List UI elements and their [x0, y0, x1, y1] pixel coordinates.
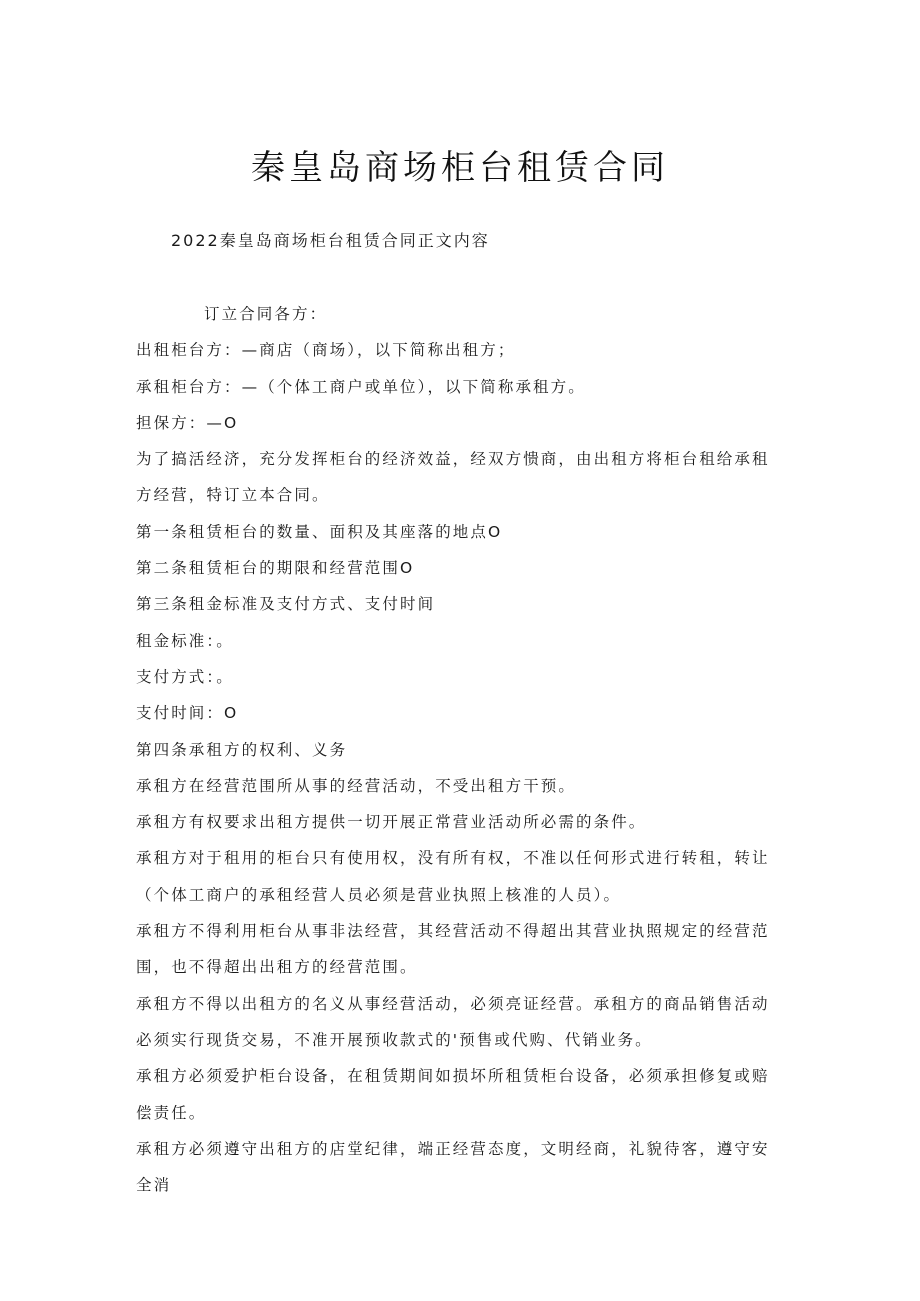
paragraph: 出租柜台方：—商店（商场），以下简称出租方； — [136, 341, 516, 360]
paragraph: 为了搞活经济，充分发挥柜台的经济效益，经双方愦商，由出租方将柜台租给承租方经营，特订立本合同。 — [136, 450, 770, 505]
document-body — [136, 296, 786, 1203]
document-subtitle: 2022秦皇岛商场柜台租赁合同正文内容 — [171, 231, 490, 250]
paragraph: 支付时间：O — [136, 704, 239, 723]
paragraph: 承租柜台方：—（个体工商户或单位），以下简称承租方。 — [136, 377, 586, 396]
paragraph: 第二条租赁柜台的期限和经营范围O — [136, 559, 415, 578]
paragraph: 支付方式：。 — [136, 667, 234, 686]
paragraph: 承租方有权要求出租方提供一切开展正常营业活动所必需的条件。 — [136, 813, 647, 832]
paragraph: 第一条租赁柜台的数量、面积及其座落的地点O — [136, 522, 503, 541]
paragraph: 订立合同各方： — [204, 305, 328, 323]
paragraph: 第四条承租方的权利、义务 — [136, 740, 348, 759]
paragraph: 承租方对于租用的柜台只有使用权，没有所有权，不准以任何形式进行转租，转让（个体工商户的承租经营人员必须是营业执照上核准的人员）。 — [136, 849, 770, 904]
paragraph: 承租方必须爱护柜台设备，在租赁期间如损坏所租赁柜台设备，必须承担修复或赔偿责任。 — [136, 1067, 770, 1122]
paragraph: 承租方不得以出租方的名义从事经营活动，必须亮证经营。承租方的商品销售活动必须实行现货交易，不准开展预收款式的'预售或代购、代销业务。 — [136, 994, 770, 1049]
document-title: 秦皇岛商场柜台租赁合同 — [251, 148, 669, 188]
paragraph: 承租方必须遵守出租方的店堂纪律，端正经营态度，文明经商，礼貌待客，遵守安全消 — [136, 1139, 770, 1195]
paragraph: 第三条租金标准及支付方式、支付时间 — [136, 595, 436, 614]
paragraph: 承租方在经营范围所从事的经营活动，不受出租方干预。 — [136, 776, 577, 795]
paragraph: 担保方：—O — [136, 413, 239, 432]
paragraph: 租金标准：。 — [136, 631, 234, 650]
paragraph: 承租方不得利用柜台从事非法经营，其经营活动不得超出其营业执照规定的经营范围，也不得超出出租方的经营范围。 — [136, 922, 770, 977]
